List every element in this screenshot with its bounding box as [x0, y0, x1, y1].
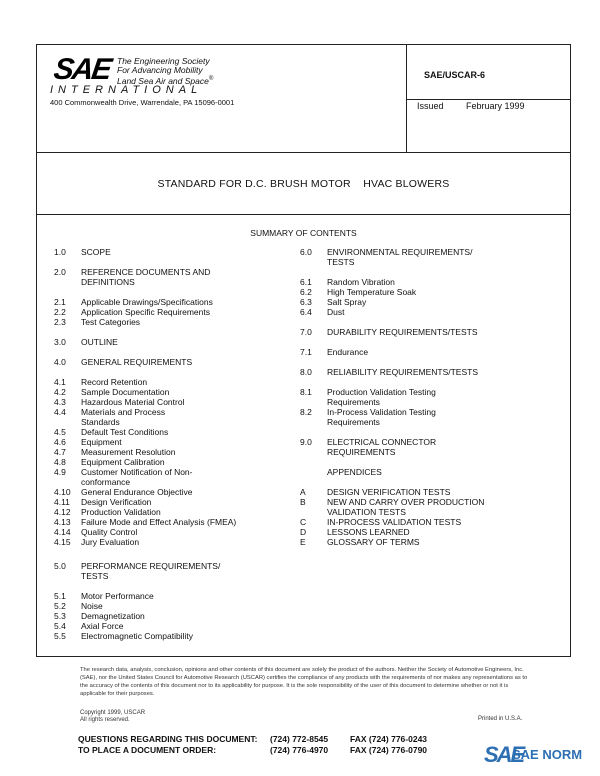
toc-number: 4.15	[54, 537, 71, 547]
toc-number: 4.6	[54, 437, 66, 447]
toc-entry	[54, 561, 294, 571]
toc-text: RELIABILITY REQUIREMENTS/TESTS	[327, 367, 478, 377]
toc-number: C	[300, 517, 307, 527]
toc-entry	[54, 267, 294, 277]
order-phone: (724) 776-4970	[270, 745, 329, 755]
toc-text: Application Specific Requirements	[81, 307, 210, 317]
order-fax: FAX (724) 776-0790	[350, 745, 428, 755]
toc-text: Jury Evaluation	[81, 537, 140, 547]
questions-label: QUESTIONS REGARDING THIS DOCUMENT:	[78, 734, 258, 744]
toc-text: Axial Force	[81, 621, 124, 631]
toc-number: 4.4	[54, 407, 66, 417]
toc-entry	[300, 297, 560, 307]
toc-number: 6.2	[300, 287, 312, 297]
toc-text: Random Vibration	[327, 277, 395, 287]
address: 400 Commonwealth Drive, Warrendale, PA 15096-0001	[50, 98, 235, 107]
toc-text: Failure Mode and Effect Analysis (FMEA)	[81, 517, 237, 527]
toc-entry	[300, 347, 560, 357]
sae-logo-text: SAE	[51, 53, 113, 86]
toc-entry	[300, 447, 560, 457]
toc-entry	[54, 277, 294, 287]
header-divider-bottom	[36, 152, 571, 153]
sae-norm-text: SAE NORM	[512, 747, 583, 762]
toc-text: TESTS	[327, 257, 355, 267]
toc-entry	[300, 277, 560, 287]
toc-number: 8.0	[300, 367, 312, 377]
toc-entry	[54, 507, 294, 517]
title-divider	[36, 214, 571, 215]
toc-number: 6.4	[300, 307, 312, 317]
toc-entry	[54, 477, 294, 487]
toc-entry	[54, 397, 294, 407]
toc-number: 7.1	[300, 347, 312, 357]
tagline-line-1: The Engineering Society	[117, 56, 210, 66]
toc-entry	[300, 437, 560, 447]
toc-text: Demagnetization	[81, 611, 145, 621]
toc-text: Requirements	[327, 397, 380, 407]
toc-number: 3.0	[54, 337, 66, 347]
tagline-line-3: Land Sea Air and Space®	[117, 75, 214, 86]
toc-right-column	[300, 247, 560, 567]
document-number: SAE/USCAR-6	[424, 70, 486, 80]
toc-text: DESIGN VERIFICATION TESTS	[327, 487, 451, 497]
toc-number: 4.14	[54, 527, 71, 537]
toc-entry	[54, 407, 294, 417]
toc-number: 4.3	[54, 397, 66, 407]
toc-entry	[300, 507, 560, 517]
toc-entry	[54, 537, 294, 547]
toc-text: NEW AND CARRY OVER PRODUCTION	[327, 497, 485, 507]
toc-entry	[54, 447, 294, 457]
toc-text: conformance	[81, 477, 131, 487]
toc-number: 4.2	[54, 387, 66, 397]
toc-text: Sample Documentation	[81, 387, 170, 397]
toc-text: In-Process Validation Testing	[327, 407, 436, 417]
toc-text: Test Categories	[81, 317, 141, 327]
toc-text: TESTS	[81, 571, 109, 581]
toc-text: General Endurance Objective	[81, 487, 193, 497]
toc-text: Dust	[327, 307, 345, 317]
toc-number: 4.7	[54, 447, 66, 457]
issued-label: Issued	[417, 101, 444, 111]
toc-entry	[54, 591, 294, 601]
toc-entry	[54, 247, 294, 257]
toc-number: D	[300, 527, 307, 537]
toc-text: Electromagnetic Compatibility	[81, 631, 193, 641]
toc-entry	[54, 527, 294, 537]
toc-text: Default Test Conditions	[81, 427, 169, 437]
copyright-line: Copyright 1999, USCAR	[80, 710, 146, 716]
toc-entry	[54, 387, 294, 397]
header-divider-vertical	[406, 44, 407, 152]
toc-entry	[54, 417, 294, 427]
toc-text: Applicable Drawings/Specifications	[81, 297, 213, 307]
toc-number: 5.1	[54, 591, 66, 601]
toc-text: LESSONS LEARNED	[327, 527, 410, 537]
toc-text: PERFORMANCE REQUIREMENTS/	[81, 561, 221, 571]
toc-number: 2.2	[54, 307, 66, 317]
toc-text: Record Retention	[81, 377, 148, 387]
logo-tagline	[117, 57, 213, 86]
toc-number: 6.1	[300, 277, 312, 287]
toc-text: Customer Notification of Non-	[81, 467, 193, 477]
toc-number: 2.0	[54, 267, 66, 277]
toc-entry	[54, 611, 294, 621]
toc-text: Production Validation Testing	[327, 387, 436, 397]
toc-text: IN-PROCESS VALIDATION TESTS	[327, 517, 462, 527]
toc-entry	[54, 631, 294, 641]
toc-entry	[300, 247, 560, 257]
toc-text: High Temperature Soak	[327, 287, 417, 297]
toc-entry	[300, 517, 560, 527]
order-label: TO PLACE A DOCUMENT ORDER:	[78, 745, 217, 755]
sae-norm-logo-icon: SAE	[484, 742, 524, 767]
toc-number: 4.1	[54, 377, 66, 387]
toc-entry	[54, 297, 294, 307]
toc-text: DURABILITY REQUIREMENTS/TESTS	[327, 327, 478, 337]
toc-number: 4.10	[54, 487, 71, 497]
toc-entry	[54, 517, 294, 527]
toc-entry	[300, 417, 560, 427]
toc-number: 5.5	[54, 631, 66, 641]
toc-number: 4.12	[54, 507, 71, 517]
toc-text: APPENDICES	[327, 467, 382, 477]
toc-number: 2.1	[54, 297, 66, 307]
toc-number: 6.0	[300, 247, 312, 257]
toc-text: REFERENCE DOCUMENTS AND	[81, 267, 211, 277]
tagline-line-2: For Advancing Mobility	[117, 65, 203, 75]
toc-entry	[54, 601, 294, 611]
summary-heading: SUMMARY OF CONTENTS	[250, 228, 357, 238]
toc-entry	[54, 317, 294, 327]
toc-text: Standards	[81, 417, 120, 427]
toc-number: 5.2	[54, 601, 66, 611]
rights-line: All rights reserved.	[80, 717, 130, 723]
toc-number: 9.0	[300, 437, 312, 447]
toc-entry	[54, 377, 294, 387]
toc-text: Quality Control	[81, 527, 138, 537]
toc-entry	[54, 307, 294, 317]
toc-number: 5.0	[54, 561, 66, 571]
toc-entry	[54, 337, 294, 347]
toc-text: ENVIRONMENTAL REQUIREMENTS/	[327, 247, 473, 257]
toc-entry	[300, 537, 560, 547]
toc-entry	[300, 467, 560, 477]
toc-entry	[300, 307, 560, 317]
toc-number: 4.9	[54, 467, 66, 477]
header-divider-mid	[406, 99, 571, 100]
toc-text: Equipment	[81, 437, 122, 447]
sae-norm-brand	[484, 742, 583, 768]
toc-text: Materials and Process	[81, 407, 166, 417]
toc-text: Requirements	[327, 417, 380, 427]
toc-entry	[54, 621, 294, 631]
toc-text: REQUIREMENTS	[327, 447, 396, 457]
toc-number: 4.0	[54, 357, 66, 367]
printed-in: Printed in U.S.A.	[478, 716, 523, 722]
toc-text: ELECTRICAL CONNECTOR	[327, 437, 437, 447]
toc-text: DEFINITIONS	[81, 277, 135, 287]
toc-text: Design Verification	[81, 497, 152, 507]
disclaimer: The research data, analysis, conclusion, opinions and other contents of this document are solely the product of the authors. Neither the Society of Automotive Engineers, Inc. (SAE), nor the United States Council for Automotive Research (USCAR) certifies the compliance of any products with the requirements of nor makes any representations as to the accuracy of the contents of this document nor to its applicability for purpose. It is the sole responsibility of the user of this document to determine whether or not it is applicable for their purposes.	[80, 667, 528, 697]
copyright	[80, 710, 145, 724]
toc-text: VALIDATION TESTS	[327, 507, 406, 517]
toc-entry	[300, 527, 560, 537]
toc-number: 4.5	[54, 427, 66, 437]
toc-number: 2.3	[54, 317, 66, 327]
toc-text: Noise	[81, 601, 103, 611]
questions-phone: (724) 772-8545	[270, 734, 329, 744]
toc-number: 8.2	[300, 407, 312, 417]
toc-number: A	[300, 487, 306, 497]
toc-entry	[300, 387, 560, 397]
toc-number: 4.11	[54, 497, 70, 507]
toc-entry	[54, 487, 294, 497]
toc-entry	[300, 487, 560, 497]
toc-number: 5.3	[54, 611, 66, 621]
toc-text: Measurement Resolution	[81, 447, 176, 457]
toc-number: 4.13	[54, 517, 71, 527]
toc-text: Equipment Calibration	[81, 457, 165, 467]
toc-entry	[54, 427, 294, 437]
toc-text: OUTLINE	[81, 337, 118, 347]
toc-number: 8.1	[300, 387, 312, 397]
toc-text: Hazardous Material Control	[81, 397, 185, 407]
toc-entry	[300, 397, 560, 407]
issued-date: February 1999	[466, 101, 525, 111]
toc-text: GLOSSARY OF TERMS	[327, 537, 420, 547]
toc-text: Motor Performance	[81, 591, 154, 601]
toc-entry	[54, 497, 294, 507]
toc-entry	[300, 407, 560, 417]
document-title: STANDARD FOR D.C. BRUSH MOTOR HVAC BLOWERS	[157, 178, 450, 190]
toc-number: B	[300, 497, 306, 507]
toc-number: E	[300, 537, 306, 547]
toc-left-column	[54, 247, 294, 647]
toc-number: 5.4	[54, 621, 66, 631]
toc-entry	[300, 497, 560, 507]
toc-text: SCOPE	[81, 247, 111, 257]
toc-number: 4.8	[54, 457, 66, 467]
toc-text: Endurance	[327, 347, 369, 357]
toc-text: Salt Spray	[327, 297, 367, 307]
toc-number: 1.0	[54, 247, 66, 257]
toc-entry	[54, 467, 294, 477]
toc-number: 7.0	[300, 327, 312, 337]
toc-entry	[54, 457, 294, 467]
toc-entry	[54, 437, 294, 447]
toc-entry	[300, 327, 560, 337]
questions-fax: FAX (724) 776-0243	[350, 734, 428, 744]
toc-entry	[300, 367, 560, 377]
toc-entry	[54, 571, 294, 581]
toc-text: GENERAL REQUIREMENTS	[81, 357, 193, 367]
toc-number: 6.3	[300, 297, 312, 307]
toc-entry	[54, 357, 294, 367]
registered-mark: ®	[208, 76, 214, 82]
toc-entry	[300, 287, 560, 297]
toc-text: Production Validation	[81, 507, 161, 517]
international-wordmark: INTERNATIONAL	[50, 84, 203, 96]
sae-logo	[51, 53, 113, 86]
toc-entry	[300, 257, 560, 267]
